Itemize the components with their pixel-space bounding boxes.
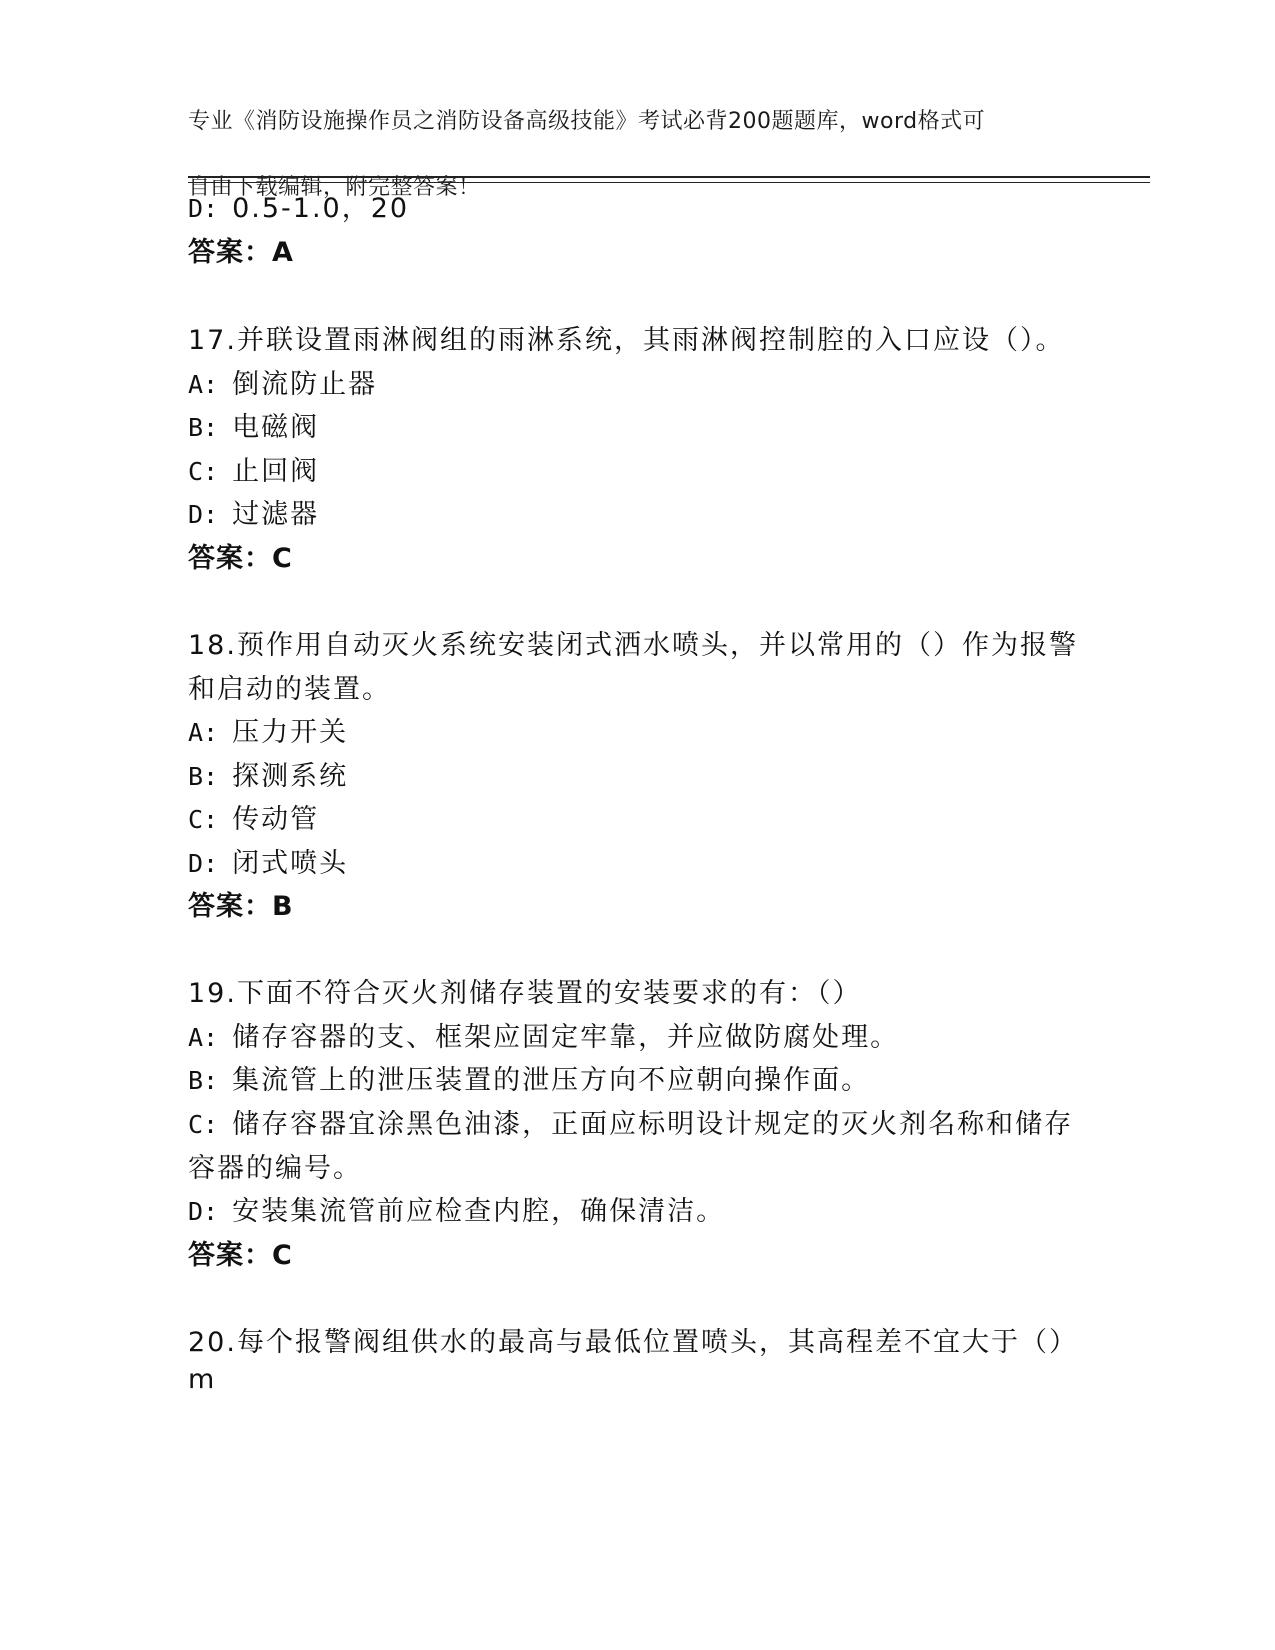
question-17-answer: 答案：C bbox=[188, 543, 293, 574]
option-text: 电磁阀 bbox=[232, 412, 320, 443]
question-19-option-a bbox=[188, 1015, 1088, 1054]
question-18-stem-line-1: 18.预作用自动灭火系统安装闭式洒水喷头，并以常用的（）作为报警 bbox=[188, 630, 1078, 661]
option-text: 集流管上的泄压装置的泄压方向不应朝向操作面。 bbox=[232, 1065, 871, 1096]
option-text: 储存容器的支、框架应固定牢靠，并应做防腐处理。 bbox=[232, 1022, 900, 1053]
option-text: 闭式喷头 bbox=[232, 848, 349, 879]
option-text: 传动管 bbox=[232, 804, 320, 835]
question-20-stem-line-1: 20.每个报警阀组供水的最高与最低位置喷头，其高程差不宜大于（） bbox=[188, 1327, 1078, 1358]
option-key: A: bbox=[188, 718, 219, 747]
prev-answer: 答案：A bbox=[188, 237, 294, 268]
question-18-answer: 答案：B bbox=[188, 891, 294, 922]
option-key: D: bbox=[188, 500, 219, 529]
option-key: A: bbox=[188, 1023, 219, 1052]
question-18-stem-line-2: 和启动的装置。 bbox=[188, 674, 391, 705]
option-key: D: bbox=[188, 1197, 219, 1226]
option-key: C: bbox=[188, 457, 219, 486]
option-text: 止回阀 bbox=[232, 456, 320, 487]
question-19-answer: 答案：C bbox=[188, 1240, 293, 1271]
option-key: D: bbox=[188, 194, 219, 223]
question-20-stem-line-2: m bbox=[188, 1364, 217, 1395]
option-text: 探测系统 bbox=[232, 761, 349, 792]
question-19-stem: 19.下面不符合灭火剂储存装置的安装要求的有：（） bbox=[188, 978, 862, 1009]
option-key: D: bbox=[188, 849, 219, 878]
question-19-option-d bbox=[188, 1189, 1088, 1228]
option-text: 0.5-1.0，20 bbox=[232, 193, 410, 224]
option-key: A: bbox=[188, 370, 219, 399]
option-key: B: bbox=[188, 413, 219, 442]
option-text: 储存容器宜涂黑色油漆，正面应标明设计规定的灭火剂名称和储存 bbox=[232, 1109, 1074, 1140]
question-19-option-b bbox=[188, 1058, 1088, 1097]
question-17-option-a bbox=[188, 362, 1088, 401]
question-18-option-d bbox=[188, 841, 1088, 880]
option-key: C: bbox=[188, 1110, 219, 1139]
question-18-option-a bbox=[188, 710, 1088, 749]
prev-option-d bbox=[188, 186, 1088, 225]
option-text: 倒流防止器 bbox=[232, 369, 378, 400]
header-divider-thin bbox=[188, 182, 1150, 183]
option-key: B: bbox=[188, 1066, 219, 1095]
header-line-1: 专业《消防设施操作员之消防设备高级技能》考试必背200题题库，word格式可 bbox=[188, 109, 986, 134]
option-text: 安装集流管前应检查内腔，确保清洁。 bbox=[232, 1196, 726, 1227]
question-17-option-c bbox=[188, 449, 1088, 488]
header-line-2: 自由下载编辑，附完整答案！ bbox=[188, 175, 481, 200]
question-19-option-c bbox=[188, 1102, 1088, 1141]
question-17-option-d bbox=[188, 492, 1088, 531]
option-text: 过滤器 bbox=[232, 499, 320, 530]
question-17-option-b bbox=[188, 405, 1088, 444]
option-key: B: bbox=[188, 762, 219, 791]
question-18-option-c bbox=[188, 797, 1088, 836]
question-18-option-b bbox=[188, 754, 1088, 793]
header-divider-thick bbox=[188, 176, 1150, 178]
option-key: C: bbox=[188, 805, 219, 834]
option-text: 压力开关 bbox=[232, 717, 349, 748]
question-17-stem: 17.并联设置雨淋阀组的雨淋系统，其雨淋阀控制腔的入口应设（）。 bbox=[188, 325, 1065, 356]
question-19-option-c-continued: 容器的编号。 bbox=[188, 1153, 362, 1184]
